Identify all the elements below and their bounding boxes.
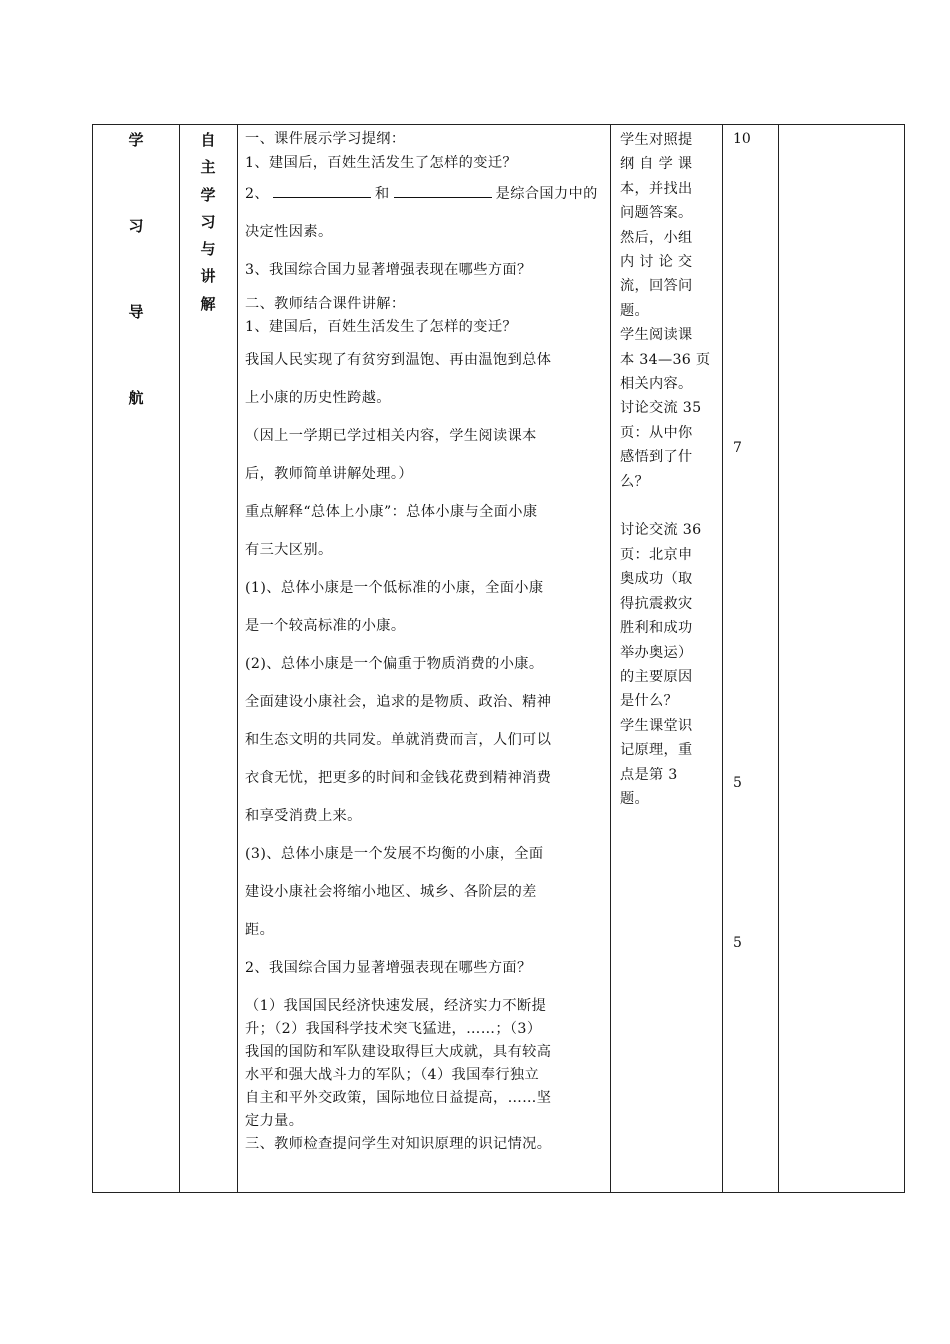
activity-line: 页：从中你	[620, 424, 693, 441]
activity-line: 是什么？	[620, 693, 678, 710]
activity-line: 讨论交流 35	[620, 400, 702, 417]
text-line: （1）我国国民经济快速发展，经济实力不断提	[245, 998, 547, 1014]
section-header-column	[93, 125, 179, 1192]
activity-line: 题。	[620, 790, 649, 807]
text-line: (3)、总体小康是一个发展不均衡的小康，全面	[245, 846, 544, 862]
text-line: 上小康的历史性跨越。	[245, 390, 391, 406]
column-divider	[237, 125, 238, 1192]
activity-line: 胜利和成功	[620, 620, 693, 637]
header-char: 航	[128, 389, 144, 407]
activity-line: 本，并找出	[620, 180, 693, 197]
activity-line: 讨论交流 36	[620, 522, 702, 539]
time-value: 10	[733, 131, 751, 147]
activity-line: 的主要原因	[620, 668, 693, 685]
text-line: 是一个较高标准的小康。	[245, 618, 406, 634]
student-activity-column	[620, 128, 720, 811]
content-column	[245, 128, 605, 1156]
activity-line: 页：北京申	[620, 546, 693, 563]
text-line: 水平和强大战斗力的军队；（4）我国奉行独立	[245, 1067, 540, 1083]
header-char: 学	[128, 131, 144, 149]
question: 1、建国后，百姓生活发生了怎样的变迁？	[245, 155, 518, 171]
text-line: 有三大区别。	[245, 542, 333, 558]
activity-line: 么？	[620, 473, 649, 490]
activity-line: 题。	[620, 302, 649, 319]
section-label: 自 主 学 习 与 讲 解	[200, 131, 216, 313]
section-heading: 二、教师结合课件讲解：	[245, 296, 406, 312]
header-char: 习	[128, 217, 144, 235]
text-line: 重点解释“总体上小康”：总体小康与全面小康	[245, 504, 538, 520]
text-line: 衣食无忧，把更多的时间和金钱花费到精神消费	[245, 770, 552, 786]
text-line: 距。	[245, 922, 275, 938]
text-line: 自主和平外交政策，国际地位日益提高，……坚	[245, 1090, 552, 1106]
activity-line: 奥成功（取	[620, 571, 693, 588]
activity-line: 本 34—36 页	[620, 351, 711, 368]
text-line: (1)、总体小康是一个低标准的小康，全面小康	[245, 580, 544, 596]
activity-line: 得抗震救灾	[620, 595, 693, 612]
column-divider	[722, 125, 723, 1192]
column-divider	[610, 125, 611, 1192]
activity-line	[620, 494, 720, 518]
text-line: 和享受消费上来。	[245, 808, 362, 824]
question: 3、我国综合国力显著增强表现在哪些方面？	[245, 262, 532, 278]
text-line: 定力量。	[245, 1113, 304, 1129]
activity-line: 相关内容。	[620, 376, 693, 393]
activity-line: 流，回答问	[620, 278, 693, 295]
activity-line: 举办奥运）	[620, 644, 693, 661]
text-line: 后，教师简单讲解处理。）	[245, 466, 413, 482]
question-cont: 决定性因素。	[245, 224, 333, 240]
text-line: 我国的国防和军队建设取得巨大成就，具有较高	[245, 1044, 552, 1060]
text-line: （因上一学期已学过相关内容，学生阅读课本	[245, 428, 537, 444]
activity-line: 学生课堂识	[620, 717, 693, 734]
question: 2、 和 是综合国力中的	[245, 175, 605, 213]
header-char: 导	[128, 303, 144, 321]
column-divider	[778, 125, 779, 1192]
fill-blank	[273, 183, 371, 198]
activity-line: 问题答案。	[620, 205, 693, 222]
text-line: (2)、总体小康是一个偏重于物质消费的小康。	[245, 656, 544, 672]
time-value: 7	[733, 440, 742, 456]
activity-line: 记原理，重	[620, 742, 693, 759]
time-value: 5	[733, 775, 742, 791]
activity-line: 纲 自 学 课	[620, 156, 693, 173]
text-line: 建设小康社会将缩小地区、城乡、各阶层的差	[245, 884, 537, 900]
activity-line: 然后，小组	[620, 229, 693, 246]
activity-line: 学生对照提	[620, 132, 693, 148]
section-heading: 一、课件展示学习提纲：	[245, 131, 406, 147]
text-line: 我国人民实现了有贫穷到温饱、再由温饱到总体	[245, 352, 552, 368]
activity-line: 感悟到了什	[620, 449, 693, 466]
text-line: 全面建设小康社会，追求的是物质、政治、精神	[245, 694, 552, 710]
fill-blank	[394, 183, 492, 198]
activity-line: 点是第 3	[620, 766, 678, 783]
answer-title: 1、建国后，百姓生活发生了怎样的变迁？	[245, 319, 518, 335]
section-label-column	[179, 125, 237, 1192]
activity-line: 内 讨 论 交	[620, 254, 693, 271]
text-line: 升；（2）我国科学技术突飞猛进，……；（3）	[245, 1021, 542, 1037]
time-value: 5	[733, 935, 742, 951]
section-heading: 三、教师检查提问学生对知识原理的识记情况。	[245, 1136, 552, 1152]
lesson-table	[92, 124, 905, 1193]
answer-title: 2、我国综合国力显著增强表现在哪些方面？	[245, 960, 532, 976]
activity-line: 学生阅读课	[620, 327, 693, 344]
text-line: 和生态文明的共同发。单就消费而言，人们可以	[245, 732, 552, 748]
